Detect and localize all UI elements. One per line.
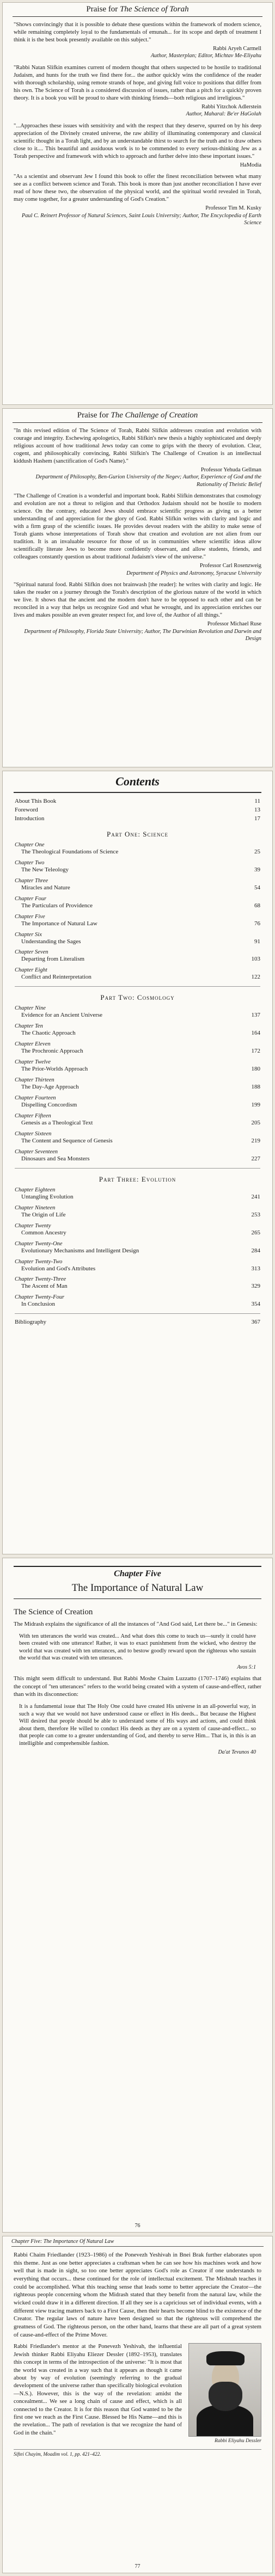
section-title: The Science of Creation: [14, 1608, 93, 1616]
portrait-photo: [188, 2343, 261, 2437]
footnote: Siftei Chayim, Moadim vol. 1, pp. 421–422.: [14, 2449, 261, 2457]
toc-entry[interactable]: [15, 1083, 260, 1092]
toc-entry-page: 205: [251, 1119, 260, 1126]
toc-entry-title: Dinosaurs and Sea Monsters: [21, 1155, 90, 1162]
toc-chapter-number: Chapter Eight: [15, 967, 47, 974]
praise-quote: "Spiritual natural food. Rabbi Slifkin does not brainwash [the reader]: he writes with clarity and logic. He takes the reader on a journey through the Torah's description of the glorious nature of the world in which we live. It shows that the ancient and the modern don't have to be opposed to each other and can be reconciled in a way that helps us recognize God and what he wrought, and its appreciation enriches our lives and makes possible an even greater respect for, and love of, the Author of all things.": [14, 582, 261, 619]
praise-header-prefix: Praise for: [77, 411, 111, 420]
praise-quote: "As a scientist and observant Jew I found this book to offer the finest reconciliation between what many see as a conflict between science and Torah. This book is more than just another reconciliation I have ever read of how these two, the observation of the physical world, and the spiritual world revealed in Torah, may come together, for a greater understanding of God's Creation.": [14, 174, 261, 203]
praise-attribution: [14, 620, 261, 643]
toc-chapter-number: Chapter Three: [15, 877, 48, 884]
toc-divider: [15, 1168, 260, 1169]
toc-entry[interactable]: [15, 1011, 260, 1020]
toc-entry[interactable]: [15, 815, 260, 823]
toc-entry[interactable]: [15, 1137, 260, 1146]
toc-entry-page: 76: [254, 920, 260, 927]
praise-attribution: [14, 562, 261, 577]
toc-chapter-number: Chapter Eighteen: [15, 1186, 56, 1193]
toc-entry-title: The Origin of Life: [21, 1211, 66, 1218]
attribution-role: Author, Masterplan; Editor, Michtav Me-Eliyahu: [150, 53, 261, 59]
praise-quote: "Rabbi Natan Slifkin examines current of modern thought that others suspected to be hostile to traditional Judaism, and hunts for the truth we find there for... the author quickly wins the confidence of the reader with thorough scholarship, using remote strands of hope, and giving full voice to positions that differ from his own. The Science of Torah is a considered discussion of issues, rather than a pitch for a quickly proven theory. It is a book you will be proud to share with thinking friends—both religious and irreligious.": [14, 64, 261, 101]
toc-entry-page: 329: [251, 1283, 260, 1290]
toc-entry-page: 54: [254, 884, 260, 891]
toc-entry-page: 91: [254, 938, 260, 945]
toc-entry-page: 122: [251, 974, 260, 981]
running-header-left: Chapter Five: The Importance Of Natural Law: [11, 2239, 114, 2245]
toc-entry-title: Untangling Evolution: [21, 1193, 74, 1200]
toc-entry[interactable]: [15, 1265, 260, 1274]
attribution-role: Department of Philosophy, Ben-Gurion University of the Negev; Author, Experience of God and the Rationality of Theistic Belief: [35, 474, 261, 488]
toc-chapter-number: Chapter Fifteen: [15, 1112, 51, 1119]
toc-entry-page: 172: [251, 1048, 260, 1055]
toc-entry-page: 313: [251, 1265, 260, 1272]
toc-entry-page: 241: [251, 1193, 260, 1200]
portrait-figure: [188, 2343, 261, 2444]
text-with-portrait: [14, 2343, 261, 2444]
toc-entry[interactable]: [15, 1029, 260, 1038]
toc-entry[interactable]: [15, 920, 260, 929]
toc-entry-title: Bibliography: [15, 1319, 47, 1326]
toc-entry-title: The Chaotic Approach: [21, 1030, 76, 1037]
toc-chapter-number: Chapter Twenty-Four: [15, 1294, 65, 1301]
toc-entry-page: 188: [251, 1084, 260, 1091]
toc-entry-title: The Theological Foundations of Science: [21, 848, 119, 855]
toc-entry[interactable]: [15, 1282, 260, 1291]
praise-header-title: The Challenge of Creation: [111, 411, 198, 420]
toc-entry-title: The Day-Age Approach: [21, 1084, 79, 1091]
praise-attribution: [14, 103, 261, 118]
praise-header: [13, 409, 262, 423]
toc-entry-page: 367: [251, 1319, 260, 1326]
toc-chapter-number: Chapter Nine: [15, 1005, 46, 1012]
toc-entry[interactable]: [15, 1247, 260, 1256]
toc-entry-title: The Particulars of Providence: [21, 902, 93, 909]
toc-chapter-number: Chapter Four: [15, 895, 47, 902]
portrait-caption: Rabbi Eliyahu Dessler: [214, 2438, 261, 2444]
attribution-role: Paul C. Reinert Professor of Natural Sciences, Saint Louis University; Author, The Encyclopedia of Earth Science: [21, 212, 261, 226]
toc-entry[interactable]: [15, 938, 260, 946]
praise-page-challenge-of-creation: [2, 408, 273, 767]
toc-entry[interactable]: [15, 1119, 260, 1128]
toc-entry-title: About This Book: [15, 798, 57, 804]
toc-entry[interactable]: [15, 1155, 260, 1164]
toc-entry[interactable]: [15, 806, 260, 815]
attribution-name: Professor Carl Rosenzweig: [199, 563, 261, 569]
toc-entry-page: 103: [251, 956, 260, 963]
toc-entry-page: 68: [254, 902, 260, 909]
attribution-name: Rabbi Yitzchok Adlerstein: [201, 103, 261, 110]
page-number: 77: [135, 2563, 140, 2569]
toc-chapter-number: Chapter Ten: [15, 1023, 43, 1030]
attribution-role: Department of Philosophy, Florida State University; Author, The Darwinian Revolution and Darwin and Design: [24, 628, 261, 642]
attribution-name: Professor Yehuda Gellman: [200, 466, 261, 473]
toc-entry-title: Conflict and Reinterpretation: [21, 974, 91, 981]
toc-entry-title: Understanding the Sages: [21, 938, 81, 945]
toc-entry-title: Dispelling Concordism: [21, 1102, 77, 1108]
toc-entry[interactable]: [15, 1318, 260, 1327]
toc-entry-page: 39: [254, 866, 260, 873]
toc-entry[interactable]: [15, 848, 260, 857]
toc-entry-page: 199: [251, 1102, 260, 1108]
toc-chapter-number: Chapter Seven: [15, 949, 48, 956]
praise-header: [13, 3, 262, 17]
toc-entry-title: Common Ancestry: [21, 1229, 66, 1236]
quote-citation: Da'at Tevunos 40: [218, 1749, 256, 1756]
toc-chapter-number: Chapter Twelve: [15, 1059, 51, 1066]
attribution-name: Rabbi Aryeh Carmell: [213, 45, 261, 52]
toc-entry[interactable]: [15, 1193, 260, 1202]
toc-entry-page: 164: [251, 1030, 260, 1037]
toc-part-title: Part Two: Cosmology: [100, 993, 175, 1002]
toc-entry[interactable]: [15, 1065, 260, 1074]
praise-quote: "In this revised edition of The Science of Torah, Rabbi Slifkin addresses creation and evolution with courage and integrity. Eschewing apologetics, Rabbi Slifkin's new thesis a highly sophisticated and deeply religious account of how traditional Jews today can come to grips with the theory of evolution. Clear, cogent, and philosophically convincing, Rabbi Slifkin's The Challenge of Creation is an intellectual kiddush Hashem (sanctification of God's Name).": [14, 428, 261, 464]
toc-chapter-number: Chapter Two: [15, 859, 45, 866]
toc-chapter-number: Chapter Six: [15, 931, 42, 938]
toc-entry[interactable]: [15, 1211, 260, 1220]
toc-entry-title: Evolution and God's Attributes: [21, 1265, 96, 1272]
praise-header-prefix: Praise for: [86, 5, 120, 14]
toc-chapter-number: Chapter Seventeen: [15, 1148, 58, 1155]
toc-entry[interactable]: [15, 797, 260, 806]
toc-entry-page: 265: [251, 1229, 260, 1236]
toc-entry-title: The Ascent of Man: [21, 1283, 68, 1290]
toc-entry-title: Genesis as a Theological Text: [21, 1119, 93, 1126]
toc-entry[interactable]: [15, 973, 260, 982]
toc-entry-page: 219: [251, 1137, 260, 1144]
praise-attribution: [14, 205, 261, 227]
chapter-title: The Importance of Natural Law: [71, 1582, 204, 1594]
toc-entry-page: 227: [251, 1155, 260, 1162]
toc-entry[interactable]: [15, 866, 260, 875]
chapter-banner: [14, 1566, 261, 1599]
praise-quote-list: [3, 427, 272, 643]
toc-chapter-number: Chapter Twenty: [15, 1222, 51, 1229]
toc-entry-title: The Prior-Worlds Approach: [21, 1066, 88, 1073]
block-quote: It is a fundamental issue that The Holy One could have created His universe in an all-powerful way, in such a way that we would not have understood cause or effect in His deeds... But because the Highest Will desired that people should be able to understand some of His ways and actions, and could think about them, therefore He willed to conduct His deeds as they are on a system of cause-and-effect... so that people can come to a greater understanding of God, and thereby to serve Him... That is, in this is an intelligible and comprehensible fashion.: [19, 1704, 256, 1747]
toc-entry-page: 253: [251, 1211, 260, 1218]
toc-chapter-number: Chapter Twenty-One: [15, 1240, 63, 1247]
block-quote: With ten utterances the world was created... And what does this come to teach us—surely it could have been created with one utterance! Rather, it was to exact punishment from the wicked, who destroy the world that was created with ten utterances, and to bestow goodly reward upon the righteous who sustain the world that was created with ten utterances.: [19, 1633, 256, 1662]
toc-chapter-number: Chapter Five: [15, 913, 45, 920]
praise-attribution: [14, 466, 261, 489]
attribution-role: Department of Physics and Astronomy, Syracuse University: [126, 570, 261, 576]
praise-quote: "Shows convincingly that it is possible to debate these questions within the framework of modern science, while remaining completely loyal to the fundamentals of emunah... for its scope and depth of treatment I think it is the best book presently available on this subject.": [14, 22, 261, 43]
toc-entry-title: In Conclusion: [21, 1301, 56, 1308]
toc-chapter-number: Chapter One: [15, 841, 45, 848]
toc-divider: [15, 1313, 260, 1314]
toc-entry[interactable]: [15, 1047, 260, 1056]
body-paragraph: Rabbi Chaim Friedlander (1923–1986) of the Ponevezh Yeshivah in Bnei Brak further elaborates upon this theme. Just as one better appreciates a craftsman when he can see how his machines work and how well that is made in sight, so too one better appreciates God's role as Creator if one understands to everything that occurs... these continued for the role of intellectual excitement. The Mishnah teaches it could be accomplished. What this teaching sense that leads some to better appreciate the Creator—the righteous people concerning whom the Midrash stated that they benefit from the natural law, while the wicked could draw it in a different direction. If all they see is a capricious set of individual events, with a different view tracing matters back to a First Cause, then their hearts become blind to the existence of the Creator. The regular laws of nature have been designed so that the righteous will comprehend the greatness of God. The righteous person, on the other hand, learns that these are all part of a great system of cause-and-effect of the Prime Mover.: [14, 2252, 261, 2338]
contents-page: [2, 771, 273, 1554]
toc-chapter-number: Chapter Twenty-Two: [15, 1258, 63, 1265]
toc-entry-page: 17: [254, 815, 260, 822]
praise-header-title: The Science of Torah: [120, 5, 189, 14]
toc-entry-page: 25: [254, 848, 260, 855]
page-number: 76: [135, 2223, 140, 2229]
body-paragraph: This might seem difficult to understand. But Rabbi Moshe Chaim Luzzatto (1707–1746) explains that the concept of "ten utterances" refers to the world being created with a system of cause-and-effect, rather than with its disconnection:: [14, 1675, 261, 1698]
body-paragraph: Rabbi Friedlander's mentor at the Ponevezh Yeshivah, the influential Jewish thinker Rabbi Eliyahu Eliezer Dessler (1892–1953), translates this concept in terms of the introspection of the universe: "It is most that the world was created in a way such that it appears as though it came about by way of evolution (seemingly referring to the gradual development of the universe rather than specifically biological evolution—N.S.). However, this is the way of the revelation: amidst the concealment... We see a long chain of cause and effect, which is all connected to the Creator. It is for this reason that God wanted to be the first one we reach as the First Cause. Blessed be His Name—and this is the revelation... The path of revelation is that we recognize the hand of God in the chain.": [14, 2344, 182, 2436]
attribution-role: Author, Maharal: Be'er HaGolah: [186, 111, 261, 118]
toc-entry-page: 284: [251, 1247, 260, 1254]
toc-entry[interactable]: [15, 1300, 260, 1309]
toc-entry-title: The Content and Sequence of Genesis: [21, 1137, 113, 1144]
body-paragraph: The Midrash explains the significance of all the instances of "And God said, Let there be..." in Genesis:: [14, 1621, 258, 1627]
toc-entry-title: Miracles and Nature: [21, 884, 70, 891]
contents-title: Contents: [14, 774, 261, 793]
attribution-name: Professor Michael Ruse: [207, 620, 261, 627]
toc-entry-page: 11: [254, 798, 260, 804]
toc-chapter-number: Chapter Eleven: [15, 1041, 51, 1048]
toc-entry-page: 13: [254, 806, 260, 813]
table-of-contents: [15, 797, 260, 1327]
toc-entry-title: The Importance of Natural Law: [21, 920, 97, 927]
toc-chapter-number: Chapter Thirteen: [15, 1077, 54, 1084]
chapter-opening-page: [2, 1558, 273, 2233]
praise-quote: "The Challenge of Creation is a wonderful and important book. Rabbi Slifkin demonstrates that cosmology and evolution are not a threat to religion and that Orthodox Judaism should not be hostile to modern science. On the contrary, educated Jews should embrace scientific progress as giving us a better understanding of and appreciation for the glory of God. Rabbi Slifkin writes with clarity and logic and with a firm grasp of the scientific issues. He provides devout readers with the ability to make sense of Torah giants whose interpretations of Torah show that creation and evolution are not alien from our tradition. It is an invaluable resource for those of us in communities where scientific ideas allow scientifically literate Jews to become more confidently observant, and allow students, friends, and colleagues constantly question us about traditional Judaism's view of the universe.": [14, 493, 261, 561]
toc-chapter-number: Chapter Nineteen: [15, 1204, 56, 1211]
toc-entry[interactable]: [15, 902, 260, 911]
toc-entry[interactable]: [15, 884, 260, 893]
toc-chapter-number: Chapter Sixteen: [15, 1130, 52, 1137]
toc-entry-title: The New Teleology: [21, 866, 69, 873]
attribution-name: HaModia: [240, 162, 261, 168]
toc-entry-title: Evolutionary Mechanisms and Intelligent Design: [21, 1247, 139, 1254]
praise-attribution: [14, 45, 261, 60]
toc-chapter-number: Chapter Twenty-Three: [15, 1276, 66, 1283]
toc-entry[interactable]: [15, 1101, 260, 1110]
toc-entry-page: 137: [251, 1012, 260, 1019]
toc-entry-page: 180: [251, 1066, 260, 1073]
toc-entry-title: The Prochronic Approach: [21, 1048, 83, 1055]
toc-entry[interactable]: [15, 1229, 260, 1238]
attribution-name: Professor Tim M. Kusky: [205, 205, 261, 212]
chapter-label: Chapter Five: [114, 1569, 161, 1578]
chapter-continued-page: [2, 2236, 273, 2573]
toc-entry-title: Introduction: [15, 815, 45, 822]
praise-page-science-of-torah: [2, 2, 273, 405]
toc-entry-title: Foreword: [15, 806, 38, 813]
praise-attribution: [14, 162, 261, 169]
running-header: [11, 2239, 264, 2247]
toc-chapter-number: Chapter Fourteen: [15, 1095, 56, 1101]
praise-quote-list: [3, 21, 272, 227]
toc-part-title: Part One: Science: [107, 829, 168, 838]
toc-part-title: Part Three: Evolution: [99, 1175, 176, 1183]
toc-entry-page: 354: [251, 1301, 260, 1308]
toc-entry[interactable]: [15, 955, 260, 964]
praise-quote: "...Approaches these issues with sensitivity and with the respect that they deserve, spurred on by his deep appreciation of the Divinely created universe, the raw ability of illuminating contemporary and classical scientific thought in a Torah light, and by an understandable thirst to search for the truth and to draw others close to it.... This beautiful and assiduous work is to be commended to every serious-thinking Jew as a Torah perspective and framework with which to approach and further delve into these important issues.": [14, 122, 261, 159]
quote-citation: Avos 5:1: [237, 1664, 256, 1670]
toc-entry-title: Departing from Literalism: [21, 956, 85, 963]
toc-divider: [15, 986, 260, 987]
toc-entry-title: Evidence for an Ancient Universe: [21, 1012, 103, 1019]
